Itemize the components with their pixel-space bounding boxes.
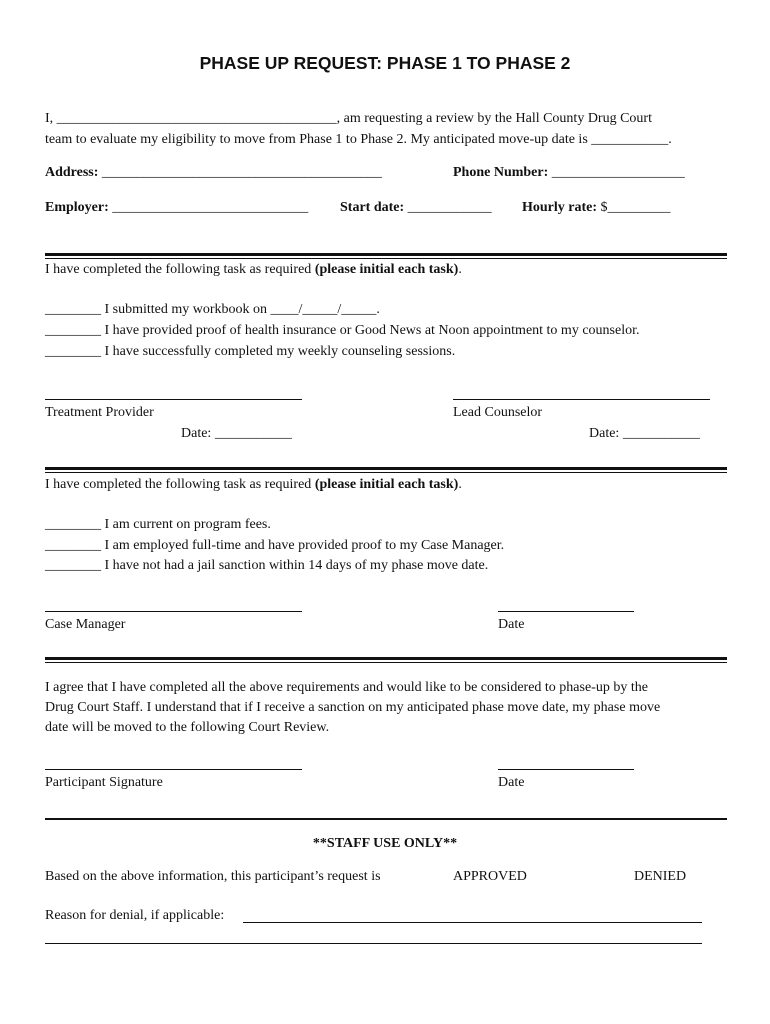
- participant-signature-label: Participant Signature: [45, 775, 163, 790]
- staff-divider: [45, 818, 727, 820]
- employer-label: Employer:: [45, 200, 109, 215]
- case-manager-signature-line[interactable]: [45, 611, 302, 612]
- section1-heading: I have completed the following task as required (please initial each task).: [45, 262, 462, 277]
- case-manager-date-line[interactable]: [498, 611, 634, 612]
- phone-label: Phone Number:: [453, 165, 549, 180]
- case-manager-label: Case Manager: [45, 617, 126, 632]
- intro-line-2: team to evaluate my eligibility to move from Phase 1 to Phase 2. My anticipated move-up date is ___________.: [45, 132, 672, 147]
- denial-reason-line[interactable]: [243, 922, 702, 923]
- intro-line-1: I, ________________________________________, am requesting a review by the Hall County Drug Court: [45, 111, 652, 126]
- employer-blank[interactable]: ____________________________: [112, 200, 309, 215]
- address-field[interactable]: [45, 165, 382, 181]
- approved-option[interactable]: APPROVED: [453, 869, 527, 884]
- agreement-line-3: date will be moved to the following Court Review.: [45, 720, 330, 735]
- treatment-provider-signature-line[interactable]: [45, 399, 302, 400]
- agreement-line-2: Drug Court Staff. I understand that if I receive a sanction on my anticipated phase move date, my phase move: [45, 700, 661, 715]
- section-divider: [45, 253, 727, 259]
- treatment-provider-date[interactable]: Date: ___________: [181, 426, 292, 441]
- staff-decision-text: Based on the above information, this participant’s request is: [45, 869, 381, 884]
- phone-blank[interactable]: ___________________: [551, 165, 685, 180]
- treatment-provider-label: Treatment Provider: [45, 405, 154, 420]
- denied-option[interactable]: DENIED: [634, 869, 687, 884]
- address-label: Address:: [45, 165, 99, 180]
- address-blank[interactable]: ________________________________________: [101, 165, 382, 180]
- task-item[interactable]: ________ I submitted my workbook on ____/_____/_____.: [45, 302, 380, 317]
- denial-reason-line-2[interactable]: [45, 943, 702, 944]
- start-date-field[interactable]: [340, 200, 492, 216]
- staff-heading: **STAFF USE ONLY**: [312, 836, 458, 851]
- lead-counselor-signature-line[interactable]: [453, 399, 710, 400]
- task-item[interactable]: ________ I have not had a jail sanction within 14 days of my phase move date.: [45, 558, 489, 573]
- participant-date-label: Date: [498, 775, 525, 790]
- participant-date-line[interactable]: [498, 769, 634, 770]
- lead-counselor-label: Lead Counselor: [453, 405, 543, 420]
- lead-counselor-date[interactable]: Date: ___________: [589, 426, 700, 441]
- page-title: PHASE UP REQUEST: PHASE 1 TO PHASE 2: [199, 53, 571, 73]
- section-divider: [45, 467, 727, 473]
- start-date-label: Start date:: [340, 200, 405, 215]
- hourly-rate-blank[interactable]: $_________: [600, 200, 671, 215]
- hourly-rate-label: Hourly rate:: [522, 200, 598, 215]
- section2-heading: I have completed the following task as required (please initial each task).: [45, 477, 462, 492]
- task-item[interactable]: ________ I have successfully completed my weekly counseling sessions.: [45, 344, 456, 359]
- task-item[interactable]: ________ I am current on program fees.: [45, 517, 271, 532]
- participant-signature-line[interactable]: [45, 769, 302, 770]
- start-date-blank[interactable]: ____________: [407, 200, 492, 215]
- task-item[interactable]: ________ I am employed full-time and have provided proof to my Case Manager.: [45, 538, 505, 553]
- denial-reason-label: Reason for denial, if applicable:: [45, 908, 225, 923]
- agreement-line-1: I agree that I have completed all the above requirements and would like to be considered to phase-up by the: [45, 680, 648, 695]
- hourly-rate-field[interactable]: [522, 200, 671, 216]
- task-item[interactable]: ________ I have provided proof of health insurance or Good News at Noon appointment to my counselor.: [45, 323, 640, 338]
- case-manager-date-label: Date: [498, 617, 525, 632]
- phone-field[interactable]: [453, 165, 685, 181]
- section-divider: [45, 657, 727, 663]
- employer-field[interactable]: [45, 200, 308, 216]
